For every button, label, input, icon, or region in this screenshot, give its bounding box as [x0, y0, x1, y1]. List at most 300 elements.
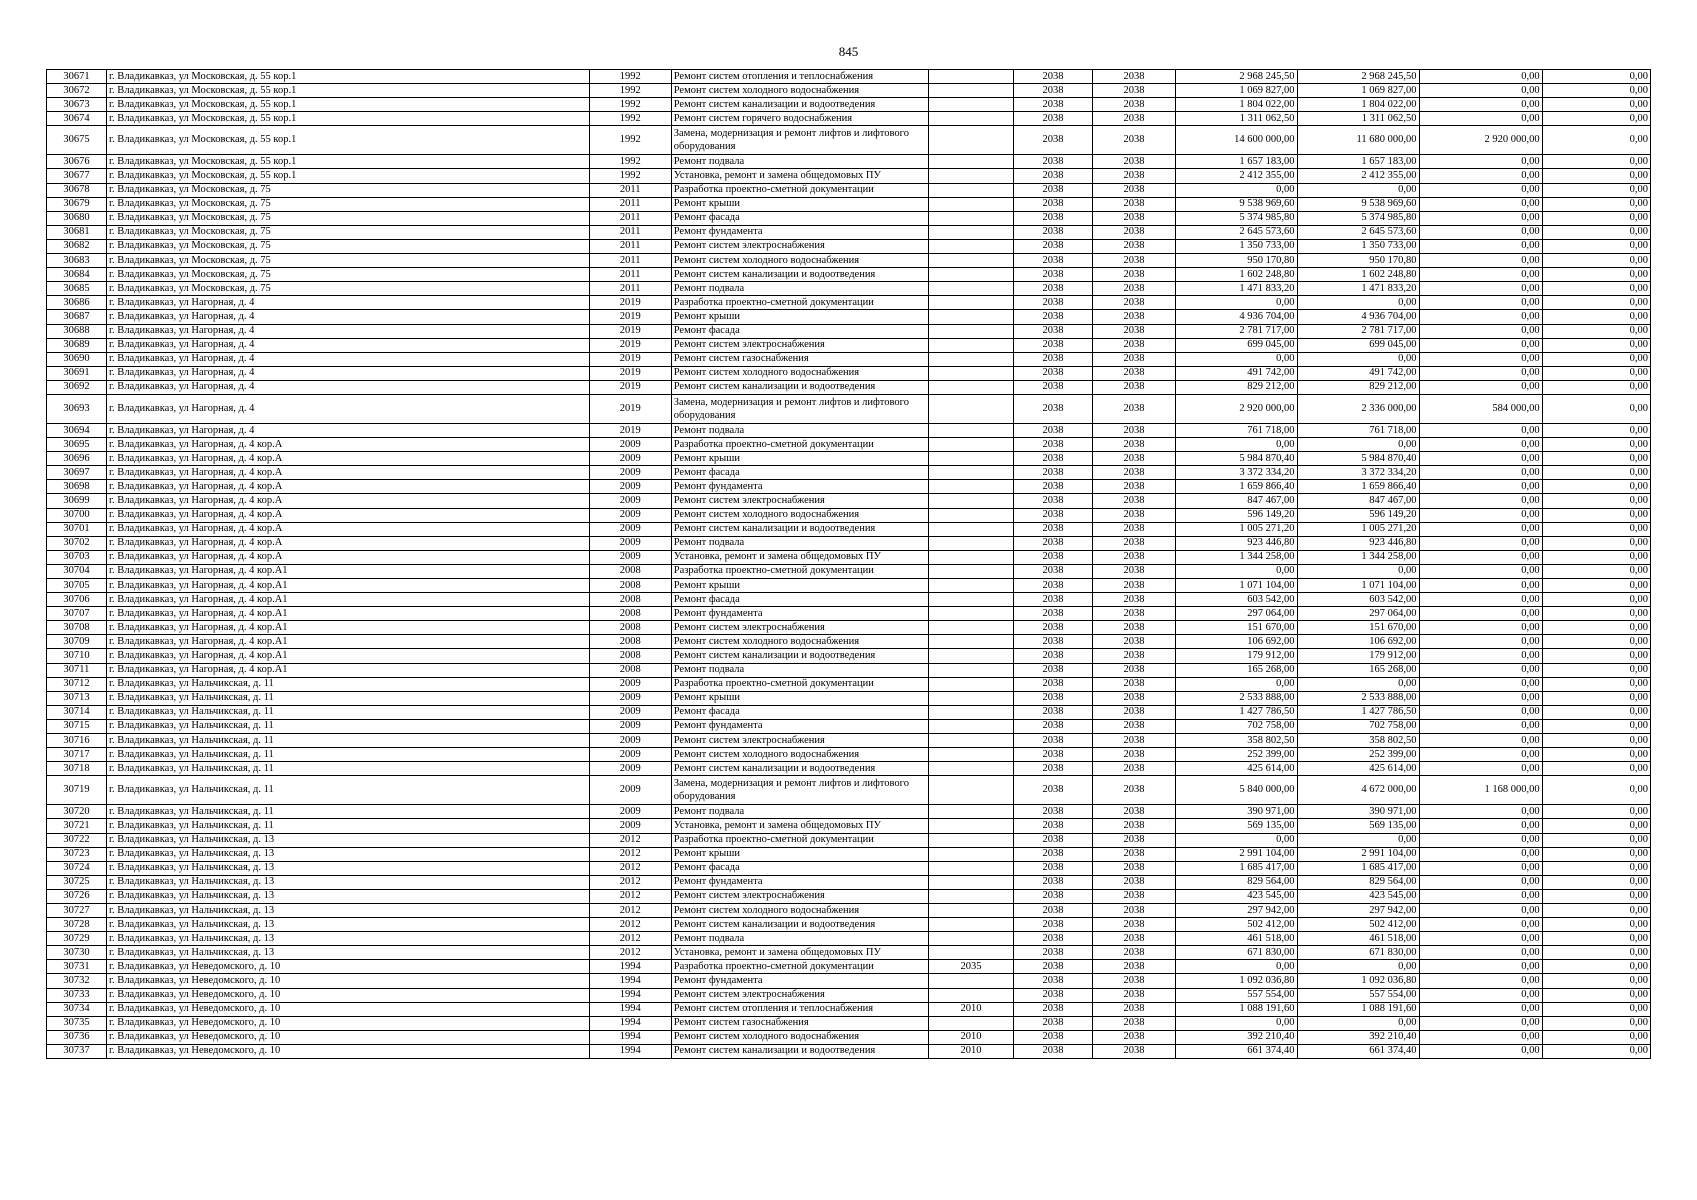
work-type-cell: Ремонт систем газоснабжения [671, 1016, 929, 1030]
owners-cost-cell: 0,00 [1419, 352, 1542, 366]
plan-end-year-cell: 2038 [1093, 183, 1175, 197]
row-number-cell: 30696 [47, 452, 107, 466]
last-repair-year-cell [929, 805, 1013, 819]
owners-cost-cell: 0,00 [1419, 960, 1542, 974]
plan-end-year-cell: 2038 [1093, 70, 1175, 84]
total-cost-cell: 829 212,00 [1175, 380, 1297, 394]
total-cost-cell: 423 545,00 [1175, 889, 1297, 903]
other-cost-cell: 0,00 [1542, 466, 1650, 480]
owners-cost-cell: 0,00 [1419, 1002, 1542, 1016]
other-cost-cell: 0,00 [1542, 310, 1650, 324]
last-repair-year-cell [929, 452, 1013, 466]
fund-cost-cell: 11 680 000,00 [1297, 126, 1419, 155]
fund-cost-cell: 252 399,00 [1297, 748, 1419, 762]
total-cost-cell: 2 412 355,00 [1175, 169, 1297, 183]
fund-cost-cell: 179 912,00 [1297, 649, 1419, 663]
owners-cost-cell: 0,00 [1419, 593, 1542, 607]
row-number-cell: 30715 [47, 719, 107, 733]
plan-start-year-cell: 2038 [1013, 366, 1093, 380]
address-cell: г. Владикавказ, ул Нальчикская, д. 11 [106, 705, 589, 719]
plan-end-year-cell: 2038 [1093, 550, 1175, 564]
plan-start-year-cell: 2038 [1013, 875, 1093, 889]
fund-cost-cell: 392 210,40 [1297, 1030, 1419, 1044]
work-type-cell: Ремонт подвала [671, 536, 929, 550]
commission-year-cell: 2019 [589, 380, 671, 394]
last-repair-year-cell [929, 946, 1013, 960]
other-cost-cell: 0,00 [1542, 705, 1650, 719]
last-repair-year-cell: 2010 [929, 1030, 1013, 1044]
total-cost-cell: 2 645 573,60 [1175, 225, 1297, 239]
fund-cost-cell: 1 005 271,20 [1297, 522, 1419, 536]
plan-start-year-cell: 2038 [1013, 438, 1093, 452]
plan-start-year-cell: 2038 [1013, 268, 1093, 282]
plan-start-year-cell: 2038 [1013, 635, 1093, 649]
total-cost-cell: 1 071 104,00 [1175, 579, 1297, 593]
commission-year-cell: 2008 [589, 663, 671, 677]
other-cost-cell: 0,00 [1542, 960, 1650, 974]
total-cost-cell: 9 538 969,60 [1175, 197, 1297, 211]
owners-cost-cell: 0,00 [1419, 324, 1542, 338]
address-cell: г. Владикавказ, ул Неведомского, д. 10 [106, 1044, 589, 1058]
commission-year-cell: 2009 [589, 677, 671, 691]
work-type-cell: Ремонт систем электроснабжения [671, 239, 929, 253]
address-cell: г. Владикавказ, ул Нагорная, д. 4 [106, 338, 589, 352]
other-cost-cell: 0,00 [1542, 239, 1650, 253]
row-number-cell: 30729 [47, 932, 107, 946]
total-cost-cell: 179 912,00 [1175, 649, 1297, 663]
plan-start-year-cell: 2038 [1013, 1002, 1093, 1016]
fund-cost-cell: 0,00 [1297, 677, 1419, 691]
fund-cost-cell: 9 538 969,60 [1297, 197, 1419, 211]
work-type-cell: Ремонт систем отопления и теплоснабжения [671, 1002, 929, 1016]
fund-cost-cell: 5 374 985,80 [1297, 211, 1419, 225]
other-cost-cell: 0,00 [1542, 324, 1650, 338]
commission-year-cell: 2009 [589, 705, 671, 719]
plan-end-year-cell: 2038 [1093, 719, 1175, 733]
plan-start-year-cell: 2038 [1013, 579, 1093, 593]
fund-cost-cell: 1 069 827,00 [1297, 84, 1419, 98]
table-row [47, 974, 1651, 988]
other-cost-cell: 0,00 [1542, 550, 1650, 564]
address-cell: г. Владикавказ, ул Нальчикская, д. 13 [106, 889, 589, 903]
plan-start-year-cell: 2038 [1013, 649, 1093, 663]
address-cell: г. Владикавказ, ул Нагорная, д. 4 кор.А1 [106, 579, 589, 593]
table-row [47, 394, 1651, 423]
address-cell: г. Владикавказ, ул Нальчикская, д. 11 [106, 776, 589, 805]
plan-start-year-cell: 2038 [1013, 183, 1093, 197]
commission-year-cell: 2009 [589, 762, 671, 776]
work-type-cell: Ремонт фасада [671, 211, 929, 225]
work-type-cell: Ремонт фасада [671, 705, 929, 719]
last-repair-year-cell [929, 748, 1013, 762]
plan-end-year-cell: 2038 [1093, 352, 1175, 366]
other-cost-cell: 0,00 [1542, 211, 1650, 225]
plan-end-year-cell: 2038 [1093, 438, 1175, 452]
work-type-cell: Ремонт систем электроснабжения [671, 988, 929, 1002]
plan-end-year-cell: 2038 [1093, 932, 1175, 946]
last-repair-year-cell [929, 438, 1013, 452]
table-row [47, 183, 1651, 197]
last-repair-year-cell [929, 296, 1013, 310]
work-type-cell: Ремонт систем канализации и водоотведения [671, 1044, 929, 1058]
total-cost-cell: 603 542,00 [1175, 593, 1297, 607]
address-cell: г. Владикавказ, ул Нагорная, д. 4 [106, 394, 589, 423]
row-number-cell: 30726 [47, 889, 107, 903]
other-cost-cell: 0,00 [1542, 1030, 1650, 1044]
commission-year-cell: 2011 [589, 225, 671, 239]
last-repair-year-cell [929, 635, 1013, 649]
row-number-cell: 30694 [47, 423, 107, 437]
plan-start-year-cell: 2038 [1013, 748, 1093, 762]
owners-cost-cell: 0,00 [1419, 423, 1542, 437]
row-number-cell: 30717 [47, 748, 107, 762]
page-number: 845 [838, 44, 859, 59]
total-cost-cell: 661 374,40 [1175, 1044, 1297, 1058]
fund-cost-cell: 165 268,00 [1297, 663, 1419, 677]
work-type-cell: Разработка проектно-сметной документации [671, 438, 929, 452]
last-repair-year-cell [929, 338, 1013, 352]
table-row [47, 536, 1651, 550]
fund-cost-cell: 671 830,00 [1297, 946, 1419, 960]
plan-end-year-cell: 2038 [1093, 98, 1175, 112]
plan-end-year-cell: 2038 [1093, 112, 1175, 126]
row-number-cell: 30711 [47, 663, 107, 677]
fund-cost-cell: 569 135,00 [1297, 819, 1419, 833]
address-cell: г. Владикавказ, ул Нагорная, д. 4 кор.А1 [106, 663, 589, 677]
last-repair-year-cell [929, 366, 1013, 380]
row-number-cell: 30689 [47, 338, 107, 352]
owners-cost-cell: 0,00 [1419, 932, 1542, 946]
other-cost-cell: 0,00 [1542, 663, 1650, 677]
fund-cost-cell: 702 758,00 [1297, 719, 1419, 733]
owners-cost-cell: 0,00 [1419, 282, 1542, 296]
fund-cost-cell: 297 064,00 [1297, 607, 1419, 621]
plan-start-year-cell: 2038 [1013, 197, 1093, 211]
work-type-cell: Ремонт систем канализации и водоотведения [671, 380, 929, 394]
commission-year-cell: 2012 [589, 833, 671, 847]
address-cell: г. Владикавказ, ул Нагорная, д. 4 кор.А1 [106, 621, 589, 635]
owners-cost-cell: 0,00 [1419, 705, 1542, 719]
work-type-cell: Ремонт крыши [671, 691, 929, 705]
plan-end-year-cell: 2038 [1093, 974, 1175, 988]
fund-cost-cell: 2 781 717,00 [1297, 324, 1419, 338]
owners-cost-cell: 0,00 [1419, 550, 1542, 564]
owners-cost-cell: 0,00 [1419, 649, 1542, 663]
row-number-cell: 30680 [47, 211, 107, 225]
total-cost-cell: 392 210,40 [1175, 1030, 1297, 1044]
other-cost-cell: 0,00 [1542, 805, 1650, 819]
fund-cost-cell: 390 971,00 [1297, 805, 1419, 819]
work-type-cell: Разработка проектно-сметной документации [671, 833, 929, 847]
last-repair-year-cell: 2010 [929, 1044, 1013, 1058]
plan-end-year-cell: 2038 [1093, 677, 1175, 691]
plan-start-year-cell: 2038 [1013, 593, 1093, 607]
work-type-cell: Ремонт фундамента [671, 875, 929, 889]
table-row [47, 84, 1651, 98]
last-repair-year-cell [929, 889, 1013, 903]
work-type-cell: Ремонт фасада [671, 861, 929, 875]
work-type-cell: Ремонт систем холодного водоснабжения [671, 366, 929, 380]
total-cost-cell: 4 936 704,00 [1175, 310, 1297, 324]
owners-cost-cell: 0,00 [1419, 579, 1542, 593]
row-number-cell: 30712 [47, 677, 107, 691]
other-cost-cell: 0,00 [1542, 762, 1650, 776]
table-row [47, 268, 1651, 282]
total-cost-cell: 5 840 000,00 [1175, 776, 1297, 805]
fund-cost-cell: 2 645 573,60 [1297, 225, 1419, 239]
work-type-cell: Ремонт крыши [671, 579, 929, 593]
total-cost-cell: 2 533 888,00 [1175, 691, 1297, 705]
fund-cost-cell: 5 984 870,40 [1297, 452, 1419, 466]
last-repair-year-cell [929, 98, 1013, 112]
table-row [47, 508, 1651, 522]
plan-start-year-cell: 2038 [1013, 719, 1093, 733]
last-repair-year-cell [929, 494, 1013, 508]
total-cost-cell: 106 692,00 [1175, 635, 1297, 649]
total-cost-cell: 390 971,00 [1175, 805, 1297, 819]
fund-cost-cell: 1 804 022,00 [1297, 98, 1419, 112]
row-number-cell: 30730 [47, 946, 107, 960]
plan-start-year-cell: 2038 [1013, 84, 1093, 98]
total-cost-cell: 1 685 417,00 [1175, 861, 1297, 875]
fund-cost-cell: 1 088 191,60 [1297, 1002, 1419, 1016]
other-cost-cell: 0,00 [1542, 296, 1650, 310]
table-row [47, 932, 1651, 946]
commission-year-cell: 1994 [589, 1002, 671, 1016]
row-number-cell: 30700 [47, 508, 107, 522]
plan-start-year-cell: 2038 [1013, 466, 1093, 480]
plan-start-year-cell: 2038 [1013, 423, 1093, 437]
owners-cost-cell: 0,00 [1419, 84, 1542, 98]
total-cost-cell: 1 088 191,60 [1175, 1002, 1297, 1016]
work-type-cell: Ремонт систем канализации и водоотведения [671, 268, 929, 282]
work-type-cell: Установка, ремонт и замена общедомовых ПУ [671, 819, 929, 833]
owners-cost-cell: 2 920 000,00 [1419, 126, 1542, 155]
plan-start-year-cell: 2038 [1013, 564, 1093, 578]
other-cost-cell: 0,00 [1542, 155, 1650, 169]
last-repair-year-cell [929, 1016, 1013, 1030]
plan-start-year-cell: 2038 [1013, 225, 1093, 239]
owners-cost-cell: 0,00 [1419, 112, 1542, 126]
owners-cost-cell: 0,00 [1419, 903, 1542, 917]
plan-start-year-cell: 2038 [1013, 550, 1093, 564]
fund-cost-cell: 661 374,40 [1297, 1044, 1419, 1058]
row-number-cell: 30720 [47, 805, 107, 819]
owners-cost-cell: 0,00 [1419, 847, 1542, 861]
work-type-cell: Ремонт систем холодного водоснабжения [671, 254, 929, 268]
address-cell: г. Владикавказ, ул Нагорная, д. 4 кор.А1 [106, 635, 589, 649]
plan-start-year-cell: 2038 [1013, 988, 1093, 1002]
total-cost-cell: 699 045,00 [1175, 338, 1297, 352]
table-row [47, 1044, 1651, 1058]
owners-cost-cell: 0,00 [1419, 861, 1542, 875]
table-row [47, 677, 1651, 691]
total-cost-cell: 847 467,00 [1175, 494, 1297, 508]
commission-year-cell: 2011 [589, 239, 671, 253]
plan-start-year-cell: 2038 [1013, 211, 1093, 225]
owners-cost-cell: 0,00 [1419, 197, 1542, 211]
other-cost-cell: 0,00 [1542, 748, 1650, 762]
fund-cost-cell: 2 968 245,50 [1297, 70, 1419, 84]
work-type-cell: Замена, модернизация и ремонт лифтов и лифтового оборудования [671, 776, 929, 805]
table-row [47, 734, 1651, 748]
row-number-cell: 30695 [47, 438, 107, 452]
address-cell: г. Владикавказ, ул Нагорная, д. 4 кор.А1 [106, 564, 589, 578]
fund-cost-cell: 2 336 000,00 [1297, 394, 1419, 423]
total-cost-cell: 569 135,00 [1175, 819, 1297, 833]
row-number-cell: 30685 [47, 282, 107, 296]
commission-year-cell: 1994 [589, 960, 671, 974]
address-cell: г. Владикавказ, ул Нагорная, д. 4 [106, 352, 589, 366]
last-repair-year-cell [929, 847, 1013, 861]
table-row [47, 423, 1651, 437]
work-type-cell: Ремонт систем канализации и водоотведения [671, 649, 929, 663]
plan-start-year-cell: 2038 [1013, 918, 1093, 932]
owners-cost-cell: 0,00 [1419, 564, 1542, 578]
last-repair-year-cell [929, 719, 1013, 733]
commission-year-cell: 1992 [589, 112, 671, 126]
commission-year-cell: 1992 [589, 155, 671, 169]
plan-start-year-cell: 2038 [1013, 310, 1093, 324]
other-cost-cell: 0,00 [1542, 593, 1650, 607]
owners-cost-cell: 0,00 [1419, 635, 1542, 649]
address-cell: г. Владикавказ, ул Московская, д. 55 кор.1 [106, 126, 589, 155]
row-number-cell: 30683 [47, 254, 107, 268]
work-type-cell: Ремонт фасада [671, 466, 929, 480]
total-cost-cell: 1 005 271,20 [1175, 522, 1297, 536]
owners-cost-cell: 0,00 [1419, 254, 1542, 268]
work-type-cell: Ремонт систем электроснабжения [671, 889, 929, 903]
commission-year-cell: 2012 [589, 932, 671, 946]
table-row [47, 239, 1651, 253]
row-number-cell: 30710 [47, 649, 107, 663]
address-cell: г. Владикавказ, ул Нагорная, д. 4 кор.А [106, 480, 589, 494]
fund-cost-cell: 461 518,00 [1297, 932, 1419, 946]
table-row [47, 960, 1651, 974]
last-repair-year-cell: 2035 [929, 960, 1013, 974]
table-row [47, 169, 1651, 183]
fund-cost-cell: 2 991 104,00 [1297, 847, 1419, 861]
fund-cost-cell: 358 802,50 [1297, 734, 1419, 748]
other-cost-cell: 0,00 [1542, 112, 1650, 126]
row-number-cell: 30682 [47, 239, 107, 253]
last-repair-year-cell [929, 155, 1013, 169]
commission-year-cell: 2011 [589, 197, 671, 211]
plan-end-year-cell: 2038 [1093, 169, 1175, 183]
commission-year-cell: 2019 [589, 338, 671, 352]
table-row [47, 635, 1651, 649]
table-row [47, 366, 1651, 380]
commission-year-cell: 2009 [589, 438, 671, 452]
last-repair-year-cell [929, 536, 1013, 550]
owners-cost-cell: 0,00 [1419, 607, 1542, 621]
row-number-cell: 30722 [47, 833, 107, 847]
address-cell: г. Владикавказ, ул Московская, д. 55 кор.1 [106, 169, 589, 183]
table-row [47, 1030, 1651, 1044]
fund-cost-cell: 0,00 [1297, 564, 1419, 578]
commission-year-cell: 2009 [589, 522, 671, 536]
row-number-cell: 30692 [47, 380, 107, 394]
fund-cost-cell: 699 045,00 [1297, 338, 1419, 352]
table-row [47, 593, 1651, 607]
owners-cost-cell: 0,00 [1419, 466, 1542, 480]
last-repair-year-cell [929, 663, 1013, 677]
work-type-cell: Разработка проектно-сметной документации [671, 183, 929, 197]
other-cost-cell: 0,00 [1542, 607, 1650, 621]
last-repair-year-cell [929, 776, 1013, 805]
plan-end-year-cell: 2038 [1093, 635, 1175, 649]
address-cell: г. Владикавказ, ул Нальчикская, д. 11 [106, 677, 589, 691]
plan-end-year-cell: 2038 [1093, 691, 1175, 705]
plan-end-year-cell: 2038 [1093, 960, 1175, 974]
address-cell: г. Владикавказ, ул Нальчикская, д. 11 [106, 762, 589, 776]
address-cell: г. Владикавказ, ул Нальчикская, д. 11 [106, 748, 589, 762]
total-cost-cell: 1 427 786,50 [1175, 705, 1297, 719]
address-cell: г. Владикавказ, ул Нальчикская, д. 11 [106, 805, 589, 819]
fund-cost-cell: 0,00 [1297, 438, 1419, 452]
last-repair-year-cell [929, 734, 1013, 748]
other-cost-cell: 0,00 [1542, 875, 1650, 889]
table-row [47, 225, 1651, 239]
table-row [47, 550, 1651, 564]
plan-start-year-cell: 2038 [1013, 1044, 1093, 1058]
table-row [47, 70, 1651, 84]
address-cell: г. Владикавказ, ул Нагорная, д. 4 [106, 324, 589, 338]
table-row [47, 663, 1651, 677]
plan-end-year-cell: 2038 [1093, 593, 1175, 607]
owners-cost-cell: 0,00 [1419, 438, 1542, 452]
plan-end-year-cell: 2038 [1093, 423, 1175, 437]
row-number-cell: 30674 [47, 112, 107, 126]
total-cost-cell: 1 344 258,00 [1175, 550, 1297, 564]
plan-end-year-cell: 2038 [1093, 988, 1175, 1002]
work-type-cell: Ремонт систем холодного водоснабжения [671, 635, 929, 649]
plan-start-year-cell: 2038 [1013, 380, 1093, 394]
plan-start-year-cell: 2038 [1013, 338, 1093, 352]
owners-cost-cell: 0,00 [1419, 155, 1542, 169]
row-number-cell: 30731 [47, 960, 107, 974]
row-number-cell: 30681 [47, 225, 107, 239]
owners-cost-cell: 0,00 [1419, 338, 1542, 352]
plan-start-year-cell: 2038 [1013, 452, 1093, 466]
owners-cost-cell: 0,00 [1419, 310, 1542, 324]
row-number-cell: 30719 [47, 776, 107, 805]
plan-end-year-cell: 2038 [1093, 254, 1175, 268]
plan-end-year-cell: 2038 [1093, 225, 1175, 239]
total-cost-cell: 491 742,00 [1175, 366, 1297, 380]
other-cost-cell: 0,00 [1542, 579, 1650, 593]
work-type-cell: Установка, ремонт и замена общедомовых ПУ [671, 550, 929, 564]
owners-cost-cell: 0,00 [1419, 748, 1542, 762]
plan-end-year-cell: 2038 [1093, 776, 1175, 805]
table-row [47, 579, 1651, 593]
fund-cost-cell: 425 614,00 [1297, 762, 1419, 776]
fund-cost-cell: 0,00 [1297, 960, 1419, 974]
plan-start-year-cell: 2038 [1013, 522, 1093, 536]
fund-cost-cell: 3 372 334,20 [1297, 466, 1419, 480]
total-cost-cell: 502 412,00 [1175, 918, 1297, 932]
row-number-cell: 30675 [47, 126, 107, 155]
commission-year-cell: 1994 [589, 1044, 671, 1058]
commission-year-cell: 2008 [589, 607, 671, 621]
work-type-cell: Ремонт фасада [671, 593, 929, 607]
plan-start-year-cell: 2038 [1013, 734, 1093, 748]
commission-year-cell: 2019 [589, 394, 671, 423]
commission-year-cell: 2009 [589, 480, 671, 494]
plan-start-year-cell: 2038 [1013, 296, 1093, 310]
address-cell: г. Владикавказ, ул Нальчикская, д. 11 [106, 734, 589, 748]
work-type-cell: Ремонт систем холодного водоснабжения [671, 748, 929, 762]
